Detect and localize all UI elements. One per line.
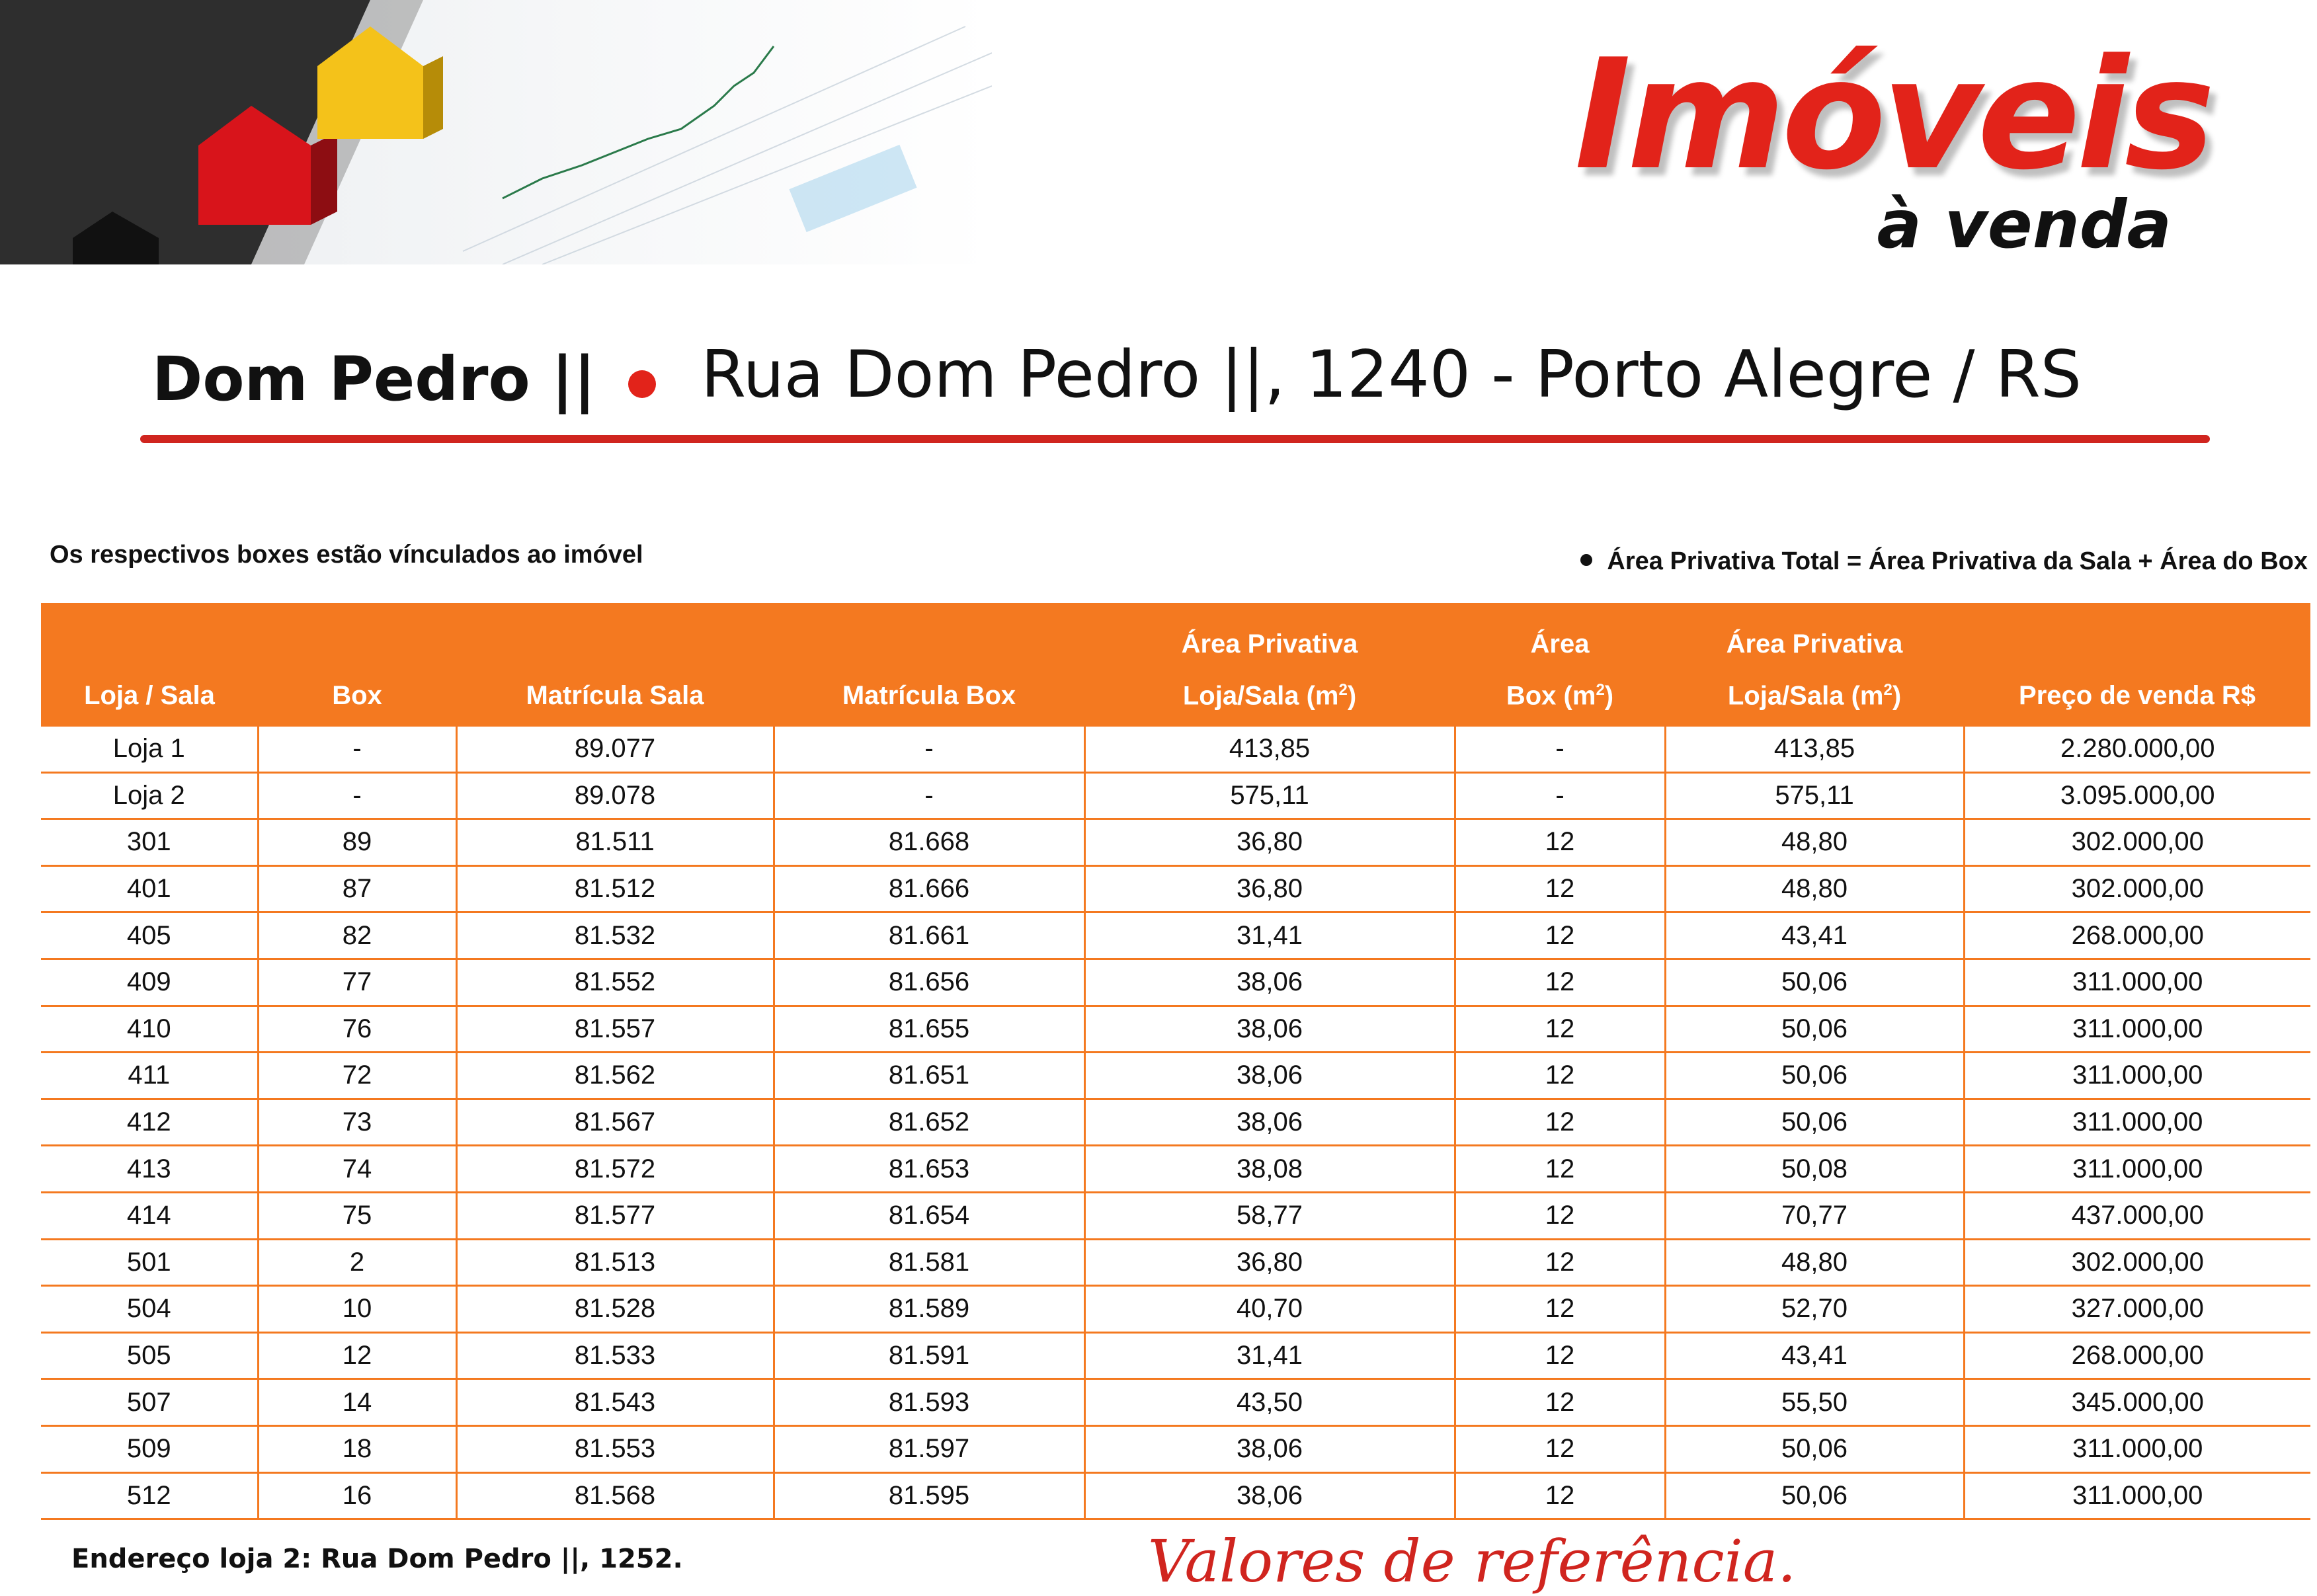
column-header-line2: [1455, 667, 1665, 719]
table-cell: 12: [1455, 1053, 1665, 1099]
table-cell: 36,80: [1084, 819, 1455, 866]
table-cell: 302.000,00: [1964, 865, 2310, 912]
column-header-label: Loja/Sala (m: [1727, 681, 1884, 710]
table-cell: 38,06: [1084, 1053, 1455, 1099]
unit-close-paren: ): [1604, 681, 1614, 710]
table-row: [41, 1239, 2310, 1286]
table-cell: 411: [41, 1053, 258, 1099]
table-cell: 409: [41, 959, 258, 1006]
table-cell: 410: [41, 1006, 258, 1053]
table-cell: 36,80: [1084, 865, 1455, 912]
table-cell: 58,77: [1084, 1192, 1455, 1239]
table-cell: 89.077: [456, 727, 774, 772]
column-header-line2: [1964, 672, 2310, 719]
table-cell: 2.280.000,00: [1964, 727, 2310, 772]
table-cell: 302.000,00: [1964, 1239, 2310, 1286]
table-cell: 10: [258, 1286, 456, 1333]
column-header-line2: [41, 672, 258, 719]
table-cell: 31,41: [1084, 1332, 1455, 1379]
column-header-label: Loja / Sala: [84, 681, 215, 710]
table-cell: 575,11: [1665, 772, 1964, 819]
table-cell: 2: [258, 1239, 456, 1286]
table-row: [41, 1472, 2310, 1519]
table-cell: 81.577: [456, 1192, 774, 1239]
unit-close-paren: ): [1892, 681, 1902, 710]
table-cell: 76: [258, 1006, 456, 1053]
table-cell: 81.589: [774, 1286, 1084, 1333]
table-cell: 81.567: [456, 1099, 774, 1146]
table-cell: 18: [258, 1425, 456, 1472]
property-name: Dom Pedro ||: [152, 344, 596, 415]
table-cell: 81.513: [456, 1239, 774, 1286]
column-header-line2: [1665, 667, 1964, 719]
property-address: Rua Dom Pedro ||, 1240 - Porto Alegre / RS: [701, 337, 2082, 413]
brand-logo: [1574, 27, 2211, 263]
table-row: [41, 1332, 2310, 1379]
table-cell: 12: [1455, 865, 1665, 912]
table-cell: 3.095.000,00: [1964, 772, 2310, 819]
table-cell: Loja 2: [41, 772, 258, 819]
table-cell: -: [258, 772, 456, 819]
column-header-label: Preço de venda R$: [2019, 681, 2256, 710]
table-cell: 81.562: [456, 1053, 774, 1099]
table-row: [41, 727, 2310, 772]
table-row: [41, 772, 2310, 819]
table-cell: 89.078: [456, 772, 774, 819]
table-cell: 414: [41, 1192, 258, 1239]
table-cell: 14: [258, 1379, 456, 1426]
table-cell: Loja 1: [41, 727, 258, 772]
column-header-label: Box: [332, 681, 382, 710]
table-cell: 81.511: [456, 819, 774, 866]
table-cell: 268.000,00: [1964, 912, 2310, 959]
table-cell: -: [1455, 772, 1665, 819]
table-cell: 327.000,00: [1964, 1286, 2310, 1333]
table-row: [41, 912, 2310, 959]
table-cell: 81.654: [774, 1192, 1084, 1239]
table-row: [41, 1379, 2310, 1426]
table-cell: 12: [1455, 959, 1665, 1006]
table-row: [41, 1099, 2310, 1146]
table-cell: 43,50: [1084, 1379, 1455, 1426]
table-cell: 412: [41, 1099, 258, 1146]
column-header: [41, 603, 258, 727]
table-cell: 31,41: [1084, 912, 1455, 959]
table-cell: 81.595: [774, 1472, 1084, 1519]
table-cell: 50,06: [1665, 1425, 1964, 1472]
table-cell: 48,80: [1665, 865, 1964, 912]
table-cell: 75: [258, 1192, 456, 1239]
table-cell: 507: [41, 1379, 258, 1426]
table-cell: 311.000,00: [1964, 1053, 2310, 1099]
column-header: [1964, 603, 2310, 727]
table-cell: 81.512: [456, 865, 774, 912]
reference-values-note: Valores de referência.: [1148, 1527, 1797, 1595]
table-row: [41, 1192, 2310, 1239]
column-header: [1084, 603, 1455, 727]
table-cell: 70,77: [1665, 1192, 1964, 1239]
table-cell: 38,06: [1084, 1425, 1455, 1472]
table-cell: 73: [258, 1099, 456, 1146]
column-header: [258, 603, 456, 727]
column-header: [1665, 603, 1964, 727]
table-cell: 50,06: [1665, 1006, 1964, 1053]
table-cell: 505: [41, 1332, 258, 1379]
table-cell: 81.652: [774, 1099, 1084, 1146]
table-cell: 311.000,00: [1964, 959, 2310, 1006]
table-cell: 501: [41, 1239, 258, 1286]
table-row: [41, 1053, 2310, 1099]
table-row: [41, 1146, 2310, 1193]
table-cell: 301: [41, 819, 258, 866]
column-header: [456, 603, 774, 727]
unit-superscript: 2: [1883, 680, 1892, 699]
table-cell: 81.552: [456, 959, 774, 1006]
table-cell: 302.000,00: [1964, 819, 2310, 866]
bullet-dot-icon: [628, 370, 656, 398]
table-cell: 575,11: [1084, 772, 1455, 819]
table-cell: 81.533: [456, 1332, 774, 1379]
table-cell: 345.000,00: [1964, 1379, 2310, 1426]
column-header-line2: [258, 672, 456, 719]
table-cell: 36,80: [1084, 1239, 1455, 1286]
table-cell: 50,06: [1665, 1472, 1964, 1519]
column-header-line2: [1084, 667, 1455, 719]
table-cell: 413,85: [1084, 727, 1455, 772]
table-cell: 81.656: [774, 959, 1084, 1006]
column-header-line1: Área Privativa: [1181, 629, 1358, 658]
table-cell: 81.593: [774, 1379, 1084, 1426]
unit-superscript: 2: [1596, 680, 1605, 699]
table-cell: 12: [1455, 1425, 1665, 1472]
table-cell: 81.581: [774, 1239, 1084, 1286]
brand-subtitle: à venda: [1877, 186, 2172, 263]
column-header-line2: [774, 672, 1084, 719]
table-cell: 50,06: [1665, 959, 1964, 1006]
store2-address-note: Endereço loja 2: Rua Dom Pedro ||, 1252.: [71, 1544, 683, 1574]
table-cell: 437.000,00: [1964, 1192, 2310, 1239]
table-cell: 512: [41, 1472, 258, 1519]
table-body: [41, 727, 2310, 1519]
table-cell: 81.553: [456, 1425, 774, 1472]
table-cell: -: [1455, 727, 1665, 772]
table-cell: 16: [258, 1472, 456, 1519]
table-cell: 81.572: [456, 1146, 774, 1193]
table-cell: 12: [258, 1332, 456, 1379]
table-cell: 12: [1455, 1332, 1665, 1379]
table-cell: 40,70: [1084, 1286, 1455, 1333]
table-cell: 38,06: [1084, 1472, 1455, 1519]
table-cell: 72: [258, 1053, 456, 1099]
table-cell: 311.000,00: [1964, 1099, 2310, 1146]
table-cell: 52,70: [1665, 1286, 1964, 1333]
boxes-note: Os respectivos boxes estão vínculados ao imóvel: [50, 541, 643, 569]
table-cell: 401: [41, 865, 258, 912]
table-cell: -: [774, 772, 1084, 819]
table-cell: 43,41: [1665, 912, 1964, 959]
table-cell: 81.568: [456, 1472, 774, 1519]
table-cell: 81.668: [774, 819, 1084, 866]
table-cell: 48,80: [1665, 1239, 1964, 1286]
table-cell: 12: [1455, 912, 1665, 959]
table-cell: 81.666: [774, 865, 1084, 912]
table-cell: 38,06: [1084, 1099, 1455, 1146]
table-cell: 81.661: [774, 912, 1084, 959]
table-cell: 504: [41, 1286, 258, 1333]
unit-superscript: 2: [1338, 680, 1348, 699]
column-header-label: Matrícula Box: [842, 681, 1016, 710]
table-cell: 12: [1455, 1472, 1665, 1519]
table-cell: 509: [41, 1425, 258, 1472]
table-cell: 413: [41, 1146, 258, 1193]
table-cell: 81.543: [456, 1379, 774, 1426]
table-cell: 48,80: [1665, 819, 1964, 866]
price-table: [41, 603, 2310, 1520]
table-cell: 87: [258, 865, 456, 912]
table-cell: 12: [1455, 1286, 1665, 1333]
table-cell: 81.557: [456, 1006, 774, 1053]
column-header: [774, 603, 1084, 727]
table-cell: 12: [1455, 1379, 1665, 1426]
table-cell: 82: [258, 912, 456, 959]
table-cell: 74: [258, 1146, 456, 1193]
table-cell: 81.597: [774, 1425, 1084, 1472]
table-cell: 81.655: [774, 1006, 1084, 1053]
table-cell: 43,41: [1665, 1332, 1964, 1379]
houses-chart-illustration: [0, 0, 992, 264]
title-divider: [140, 435, 2210, 443]
header-photo: [0, 0, 992, 264]
table-cell: 413,85: [1665, 727, 1964, 772]
table-cell: 12: [1455, 1146, 1665, 1193]
table-cell: 50,06: [1665, 1099, 1964, 1146]
table-row: [41, 1286, 2310, 1333]
table-cell: 12: [1455, 1006, 1665, 1053]
table-row: [41, 959, 2310, 1006]
table-cell: 12: [1455, 1192, 1665, 1239]
table-cell: 12: [1455, 1099, 1665, 1146]
table-cell: 55,50: [1665, 1379, 1964, 1426]
table-cell: 81.591: [774, 1332, 1084, 1379]
table-cell: 50,06: [1665, 1053, 1964, 1099]
column-header-line1: Área: [1530, 629, 1590, 658]
column-header-label: Box (m: [1506, 681, 1596, 710]
table-row: [41, 1425, 2310, 1472]
table-cell: 38,08: [1084, 1146, 1455, 1193]
table-cell: 12: [1455, 819, 1665, 866]
table-cell: 81.528: [456, 1286, 774, 1333]
table-cell: 81.532: [456, 912, 774, 959]
table-cell: 311.000,00: [1964, 1146, 2310, 1193]
table-cell: 77: [258, 959, 456, 1006]
area-formula-note: [1580, 547, 2308, 576]
column-header: [1455, 603, 1665, 727]
table-cell: -: [258, 727, 456, 772]
table-cell: 81.651: [774, 1053, 1084, 1099]
column-header-line2: [456, 672, 774, 719]
property-title-row: [152, 337, 2202, 423]
column-header-label: Loja/Sala (m: [1182, 681, 1339, 710]
column-header-label: Matrícula Sala: [526, 681, 704, 710]
table-cell: 268.000,00: [1964, 1332, 2310, 1379]
table-cell: 81.653: [774, 1146, 1084, 1193]
column-header-line1: Área Privativa: [1726, 629, 1903, 658]
area-formula-text: Área Privativa Total = Área Privativa da Sala + Área do Box: [1607, 547, 2308, 575]
table-cell: 311.000,00: [1964, 1425, 2310, 1472]
table-cell: -: [774, 727, 1084, 772]
table-row: [41, 1006, 2310, 1053]
table-row: [41, 819, 2310, 866]
table-cell: 50,08: [1665, 1146, 1964, 1193]
table-cell: 311.000,00: [1964, 1006, 2310, 1053]
table-cell: 405: [41, 912, 258, 959]
table-cell: 311.000,00: [1964, 1472, 2310, 1519]
bullet-dot-icon: [1580, 554, 1592, 566]
table-header: [41, 603, 2310, 727]
table-cell: 38,06: [1084, 1006, 1455, 1053]
brand-title: Imóveis: [1574, 27, 2211, 204]
table-cell: 38,06: [1084, 959, 1455, 1006]
table-cell: 12: [1455, 1239, 1665, 1286]
unit-close-paren: ): [1347, 681, 1357, 710]
table-row: [41, 865, 2310, 912]
table-cell: 89: [258, 819, 456, 866]
